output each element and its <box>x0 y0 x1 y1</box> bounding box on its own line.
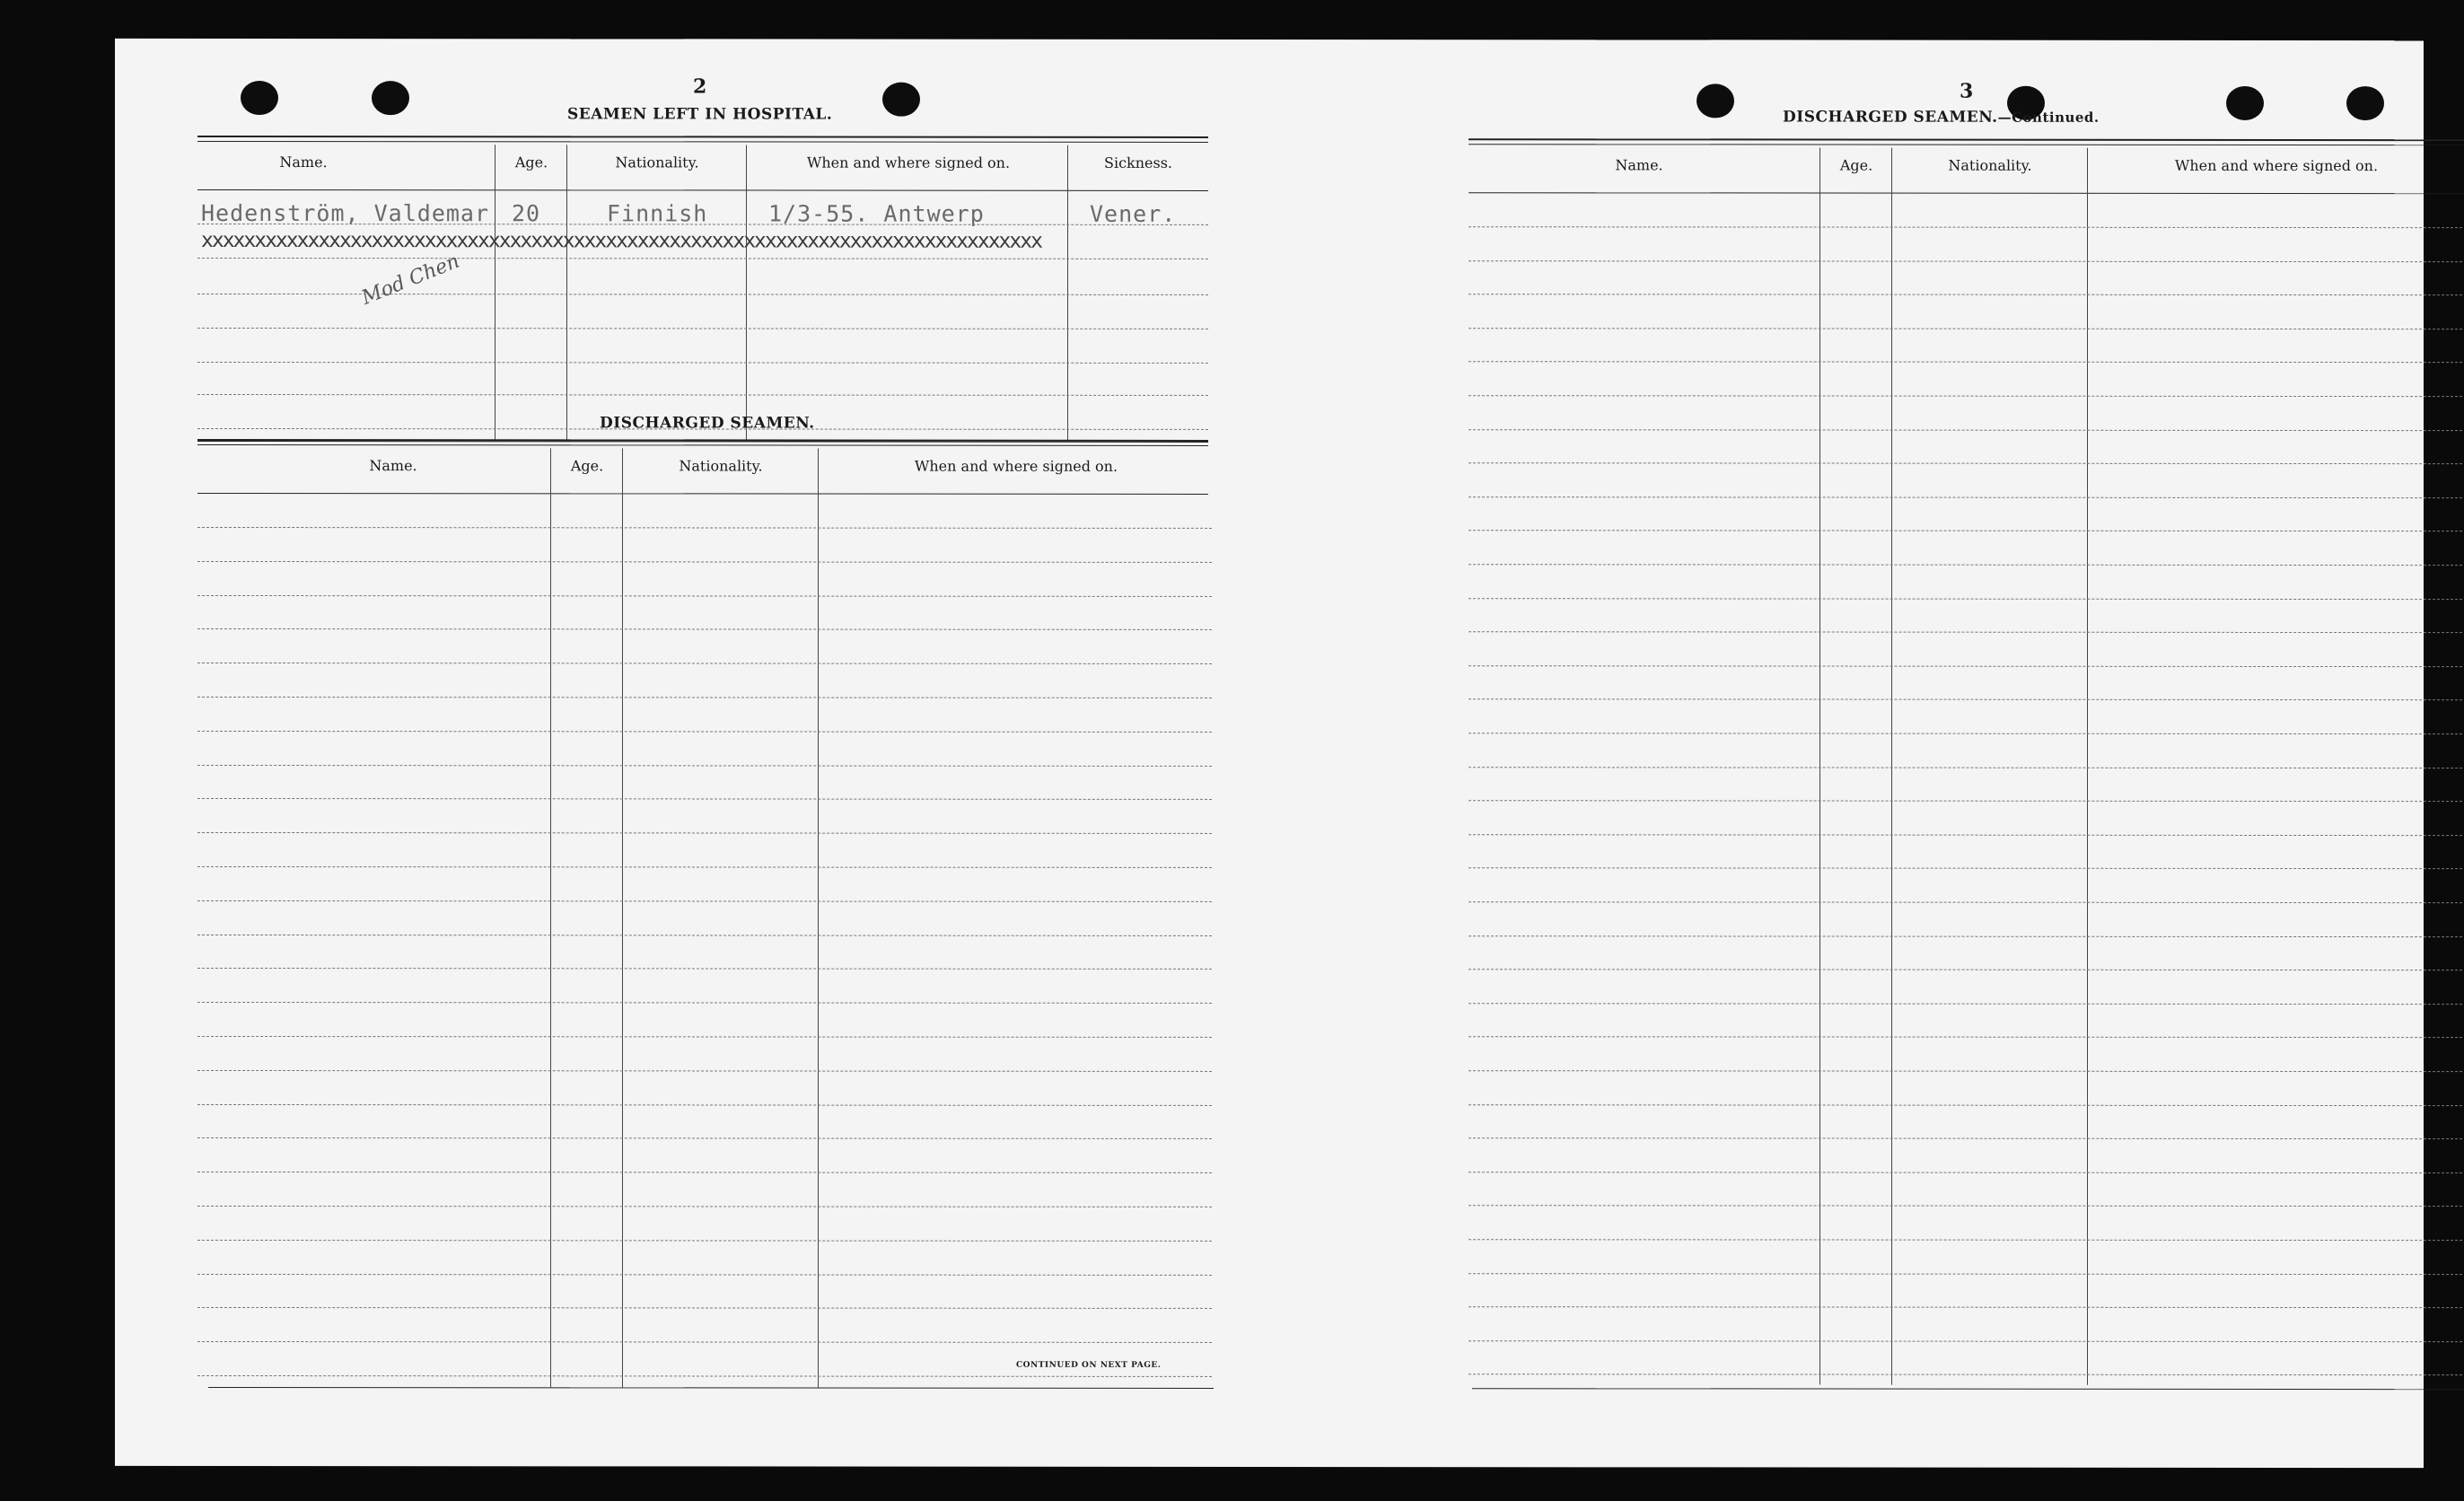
row-rule <box>1469 1205 2464 1207</box>
row-rule <box>1469 226 2464 228</box>
handwritten-note: Mod Chen <box>358 250 463 310</box>
col-divider <box>566 145 567 441</box>
rule <box>197 141 1208 143</box>
row-rule <box>1469 631 2464 633</box>
rule <box>197 189 1208 191</box>
row-rule <box>1469 1273 2464 1275</box>
punch-hole <box>372 81 409 115</box>
row-rule <box>1469 733 2464 734</box>
col-divider <box>550 448 551 1387</box>
row-rule <box>1469 328 2464 329</box>
col-divider <box>2087 148 2088 1385</box>
row-rule <box>197 832 1212 834</box>
col-divider <box>1891 148 1892 1385</box>
row-rule <box>1469 598 2464 600</box>
col-header-name: Name. <box>1615 156 1663 174</box>
rule <box>1472 1388 2464 1390</box>
rule <box>208 1387 1214 1389</box>
page-number: 3 <box>1960 79 1974 103</box>
row-rule <box>1469 294 2464 295</box>
ledger-sheet <box>115 39 2424 1468</box>
col-header-nationality: Nationality. <box>615 154 699 171</box>
row-rule <box>1469 1003 2464 1005</box>
punch-hole <box>1697 83 1734 118</box>
row-rule <box>1469 462 2464 464</box>
row-rule <box>197 561 1212 563</box>
row-rule <box>1469 1070 2464 1072</box>
left-page <box>115 39 1273 1467</box>
row-rule <box>1469 1306 2464 1308</box>
entry-sickness: Vener. <box>1090 200 1177 227</box>
row-rule <box>197 1307 1212 1309</box>
entry-age: 20 <box>512 200 541 227</box>
row-rule <box>197 1137 1212 1139</box>
row-rule <box>197 663 1212 664</box>
row-rule <box>197 1375 1212 1377</box>
title-suffix: —Continued. <box>1997 109 2100 126</box>
row-rule <box>197 765 1212 767</box>
row-rule <box>1469 1340 2464 1342</box>
row-rule <box>197 1341 1212 1343</box>
row-rule <box>197 328 1208 329</box>
row-rule <box>197 935 1212 936</box>
row-rule <box>197 968 1212 970</box>
row-rule <box>1469 1104 2464 1106</box>
row-rule <box>1469 564 2464 566</box>
right-page <box>1282 40 2424 1468</box>
punch-hole <box>2346 86 2384 120</box>
row-rule <box>197 1104 1212 1106</box>
row-rule <box>197 798 1212 800</box>
row-rule <box>1469 698 2464 700</box>
punch-hole <box>2226 86 2264 120</box>
punch-hole <box>241 81 278 115</box>
col-header-sickness: Sickness. <box>1103 154 1172 171</box>
rule <box>1469 192 2464 194</box>
rule <box>197 444 1208 446</box>
rule <box>1469 138 2464 141</box>
row-rule <box>197 1274 1212 1276</box>
row-rule <box>1469 969 2464 970</box>
col-header-signed-on: When and where signed on. <box>806 154 1011 171</box>
col-header-signed-on: When and where signed on. <box>914 457 1118 475</box>
rule <box>197 136 1208 138</box>
discharged-section-title: DISCHARGED SEAMEN. <box>600 414 815 433</box>
row-rule <box>1469 901 2464 903</box>
row-rule <box>1469 1374 2464 1375</box>
col-divider <box>746 145 747 441</box>
row-rule <box>1469 665 2464 667</box>
col-header-name: Name. <box>279 154 328 171</box>
row-rule <box>197 731 1212 733</box>
row-rule <box>197 1036 1212 1038</box>
punch-hole <box>882 83 920 117</box>
crossed-out-line: xxxxxxxxxxxxxxxxxxxxxxxxxxxxxxxxxxxxxxxxxxxxxxxxxxxxxxxxxxxxxxxxxxxxxxxxxxxxxxx <box>201 228 1041 253</box>
row-rule <box>1469 834 2464 836</box>
col-header-nationality: Nationality. <box>1948 156 2032 174</box>
row-rule <box>1469 395 2464 397</box>
row-rule <box>197 1002 1212 1004</box>
row-rule <box>1469 530 2464 531</box>
col-header-age: Age. <box>570 457 604 475</box>
row-rule <box>1469 867 2464 869</box>
entry-signed-on: 1/3-55. Antwerp <box>768 200 985 227</box>
row-rule <box>1469 1239 2464 1241</box>
entry-nationality: Finnish <box>607 200 708 227</box>
row-rule <box>197 1070 1212 1072</box>
rule <box>1469 144 2464 145</box>
col-header-age: Age. <box>1839 156 1873 174</box>
row-rule <box>1469 496 2464 498</box>
title-main: DISCHARGED SEAMEN. <box>1783 108 1998 127</box>
continued-section-title <box>1783 108 2100 126</box>
discharged-rows <box>115 39 1273 40</box>
row-rule <box>197 527 1212 529</box>
row-rule <box>1469 767 2464 768</box>
row-rule <box>1469 429 2464 431</box>
hospital-section-title: SEAMEN LEFT IN HOSPITAL. <box>567 105 833 124</box>
row-rule <box>1469 1036 2464 1038</box>
row-rule <box>1469 800 2464 802</box>
rule <box>197 493 1208 495</box>
col-divider <box>622 448 623 1387</box>
row-rule <box>1469 260 2464 262</box>
row-rule <box>197 1172 1212 1173</box>
col-header-age: Age. <box>514 154 548 171</box>
col-divider <box>818 449 819 1388</box>
entry-name: Hedenström, Valdemar <box>201 199 490 227</box>
row-rule <box>197 394 1208 396</box>
row-rule <box>197 1240 1212 1242</box>
row-rule <box>1469 935 2464 937</box>
row-rule <box>197 697 1212 698</box>
row-rule <box>1469 1137 2464 1139</box>
row-rule <box>197 362 1208 364</box>
row-rule <box>197 900 1212 902</box>
col-divider <box>1067 145 1068 442</box>
row-rule <box>197 1206 1212 1207</box>
row-rule <box>1469 1172 2464 1173</box>
continued-footer: CONTINUED ON NEXT PAGE. <box>1016 1360 1162 1370</box>
row-rule <box>1469 361 2464 363</box>
page-number: 2 <box>693 75 707 99</box>
row-rule <box>197 866 1212 868</box>
row-rule <box>197 258 1208 259</box>
row-rule <box>197 595 1212 597</box>
col-header-signed-on: When and where signed on. <box>2174 156 2379 175</box>
col-header-nationality: Nationality. <box>679 457 763 475</box>
row-rule <box>197 628 1212 630</box>
row-rule <box>197 294 1208 295</box>
col-header-name: Name. <box>369 457 417 475</box>
